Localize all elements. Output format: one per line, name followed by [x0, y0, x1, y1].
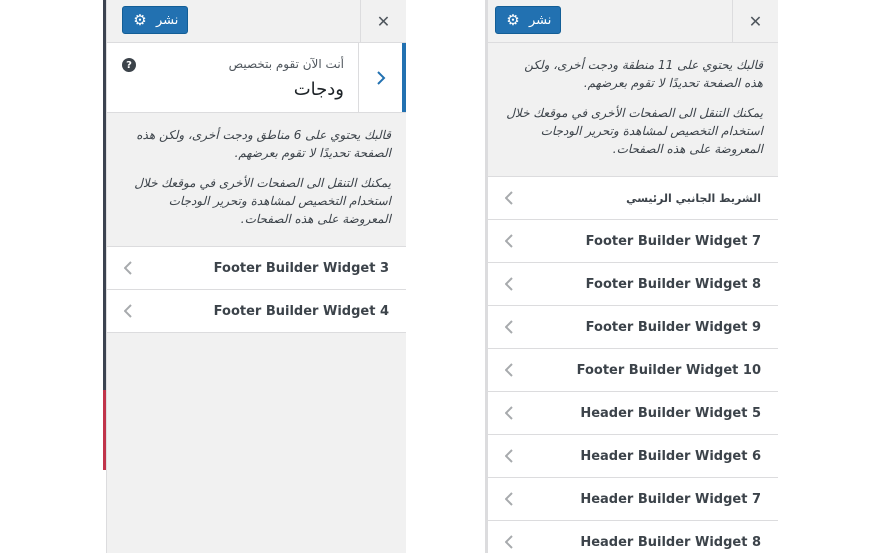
widget-area-label: Footer Builder Widget 9	[585, 319, 761, 335]
chevron-left-icon	[502, 406, 516, 420]
widget-area-label: Footer Builder Widget 7	[585, 233, 761, 249]
gear-icon[interactable]: ⚙	[133, 11, 147, 29]
notice-text: يمكنك التنقل الى الصفحات الأخرى في موقعك خلال استخدام التخصيص لمشاهدة وتحرير الودجات المعروضة على هذه الصفحات.	[506, 106, 763, 156]
widget-notice	[107, 126, 406, 240]
chevron-left-icon	[502, 191, 516, 205]
publish-button[interactable]	[495, 6, 561, 34]
chevron-left-icon	[502, 320, 516, 334]
customizer-header	[107, 0, 406, 43]
notice-text: قالبك يحتوي على 6 مناطق ودجت أخرى، ولكن هذه الصفحة تحديدًا لا تقوم بعرضهم.	[136, 128, 391, 160]
widget-area-list	[488, 176, 778, 553]
notice-text: يمكنك التنقل الى الصفحات الأخرى في موقعك خلال استخدام التخصيص لمشاهدة وتحرير الودجات المعروضة على هذه الصفحات.	[134, 176, 391, 226]
publish-button[interactable]	[122, 6, 188, 34]
close-button[interactable]	[360, 0, 406, 42]
close-button[interactable]	[732, 0, 778, 42]
chevron-right-icon	[376, 70, 386, 86]
widget-area-item[interactable]	[488, 349, 778, 392]
widget-area-label: Footer Builder Widget 10	[576, 362, 761, 378]
widget-area-item[interactable]	[107, 247, 406, 290]
widget-area-list	[107, 246, 406, 333]
close-icon: ✕	[376, 11, 391, 31]
widget-area-label: Header Builder Widget 5	[580, 405, 761, 421]
chevron-left-icon	[121, 261, 135, 275]
widget-area-label: Header Builder Widget 6	[580, 448, 761, 464]
widget-area-item[interactable]	[488, 306, 778, 349]
chevron-left-icon	[502, 492, 516, 506]
section-title-bar	[107, 43, 406, 113]
chevron-left-icon	[502, 363, 516, 377]
widget-area-label: Footer Builder Widget 4	[213, 303, 389, 319]
widget-area-label: الشريط الجانبي الرئيسي	[626, 191, 761, 205]
widget-area-item[interactable]	[488, 478, 778, 521]
widget-area-item[interactable]	[488, 521, 778, 553]
publish-label: نشر	[529, 12, 552, 28]
customizing-label: أنت الآن تقوم بتخصيص	[228, 57, 344, 71]
widget-notice	[488, 56, 778, 170]
help-icon[interactable]: ?	[122, 58, 136, 72]
chevron-left-icon	[121, 304, 135, 318]
chevron-left-icon	[502, 234, 516, 248]
notice-text: قالبك يحتوي على 11 منطقة ودجت أخرى، ولكن هذه الصفحة تحديدًا لا تقوم بعرضهم.	[524, 58, 763, 90]
chevron-left-icon	[502, 277, 516, 291]
chevron-left-icon	[502, 449, 516, 463]
customizer-panel-right	[485, 0, 778, 553]
widget-area-item[interactable]	[488, 177, 778, 220]
widget-area-label: Header Builder Widget 7	[580, 491, 761, 507]
gear-icon[interactable]: ⚙	[506, 11, 520, 29]
widget-area-item[interactable]	[107, 290, 406, 333]
close-icon: ✕	[748, 11, 763, 31]
widget-area-label: Footer Builder Widget 8	[585, 276, 761, 292]
back-button[interactable]	[358, 43, 406, 112]
widget-area-item[interactable]	[488, 220, 778, 263]
section-heading: ودجات	[293, 79, 344, 100]
widget-area-label: Header Builder Widget 8	[580, 534, 761, 550]
widget-area-item[interactable]	[488, 392, 778, 435]
widget-area-item[interactable]	[488, 263, 778, 306]
customizer-header	[488, 0, 778, 43]
widget-area-label: Footer Builder Widget 3	[213, 260, 389, 276]
publish-label: نشر	[156, 12, 179, 28]
customizer-panel-left	[106, 0, 406, 553]
chevron-left-icon	[502, 535, 516, 549]
widget-area-item[interactable]	[488, 435, 778, 478]
